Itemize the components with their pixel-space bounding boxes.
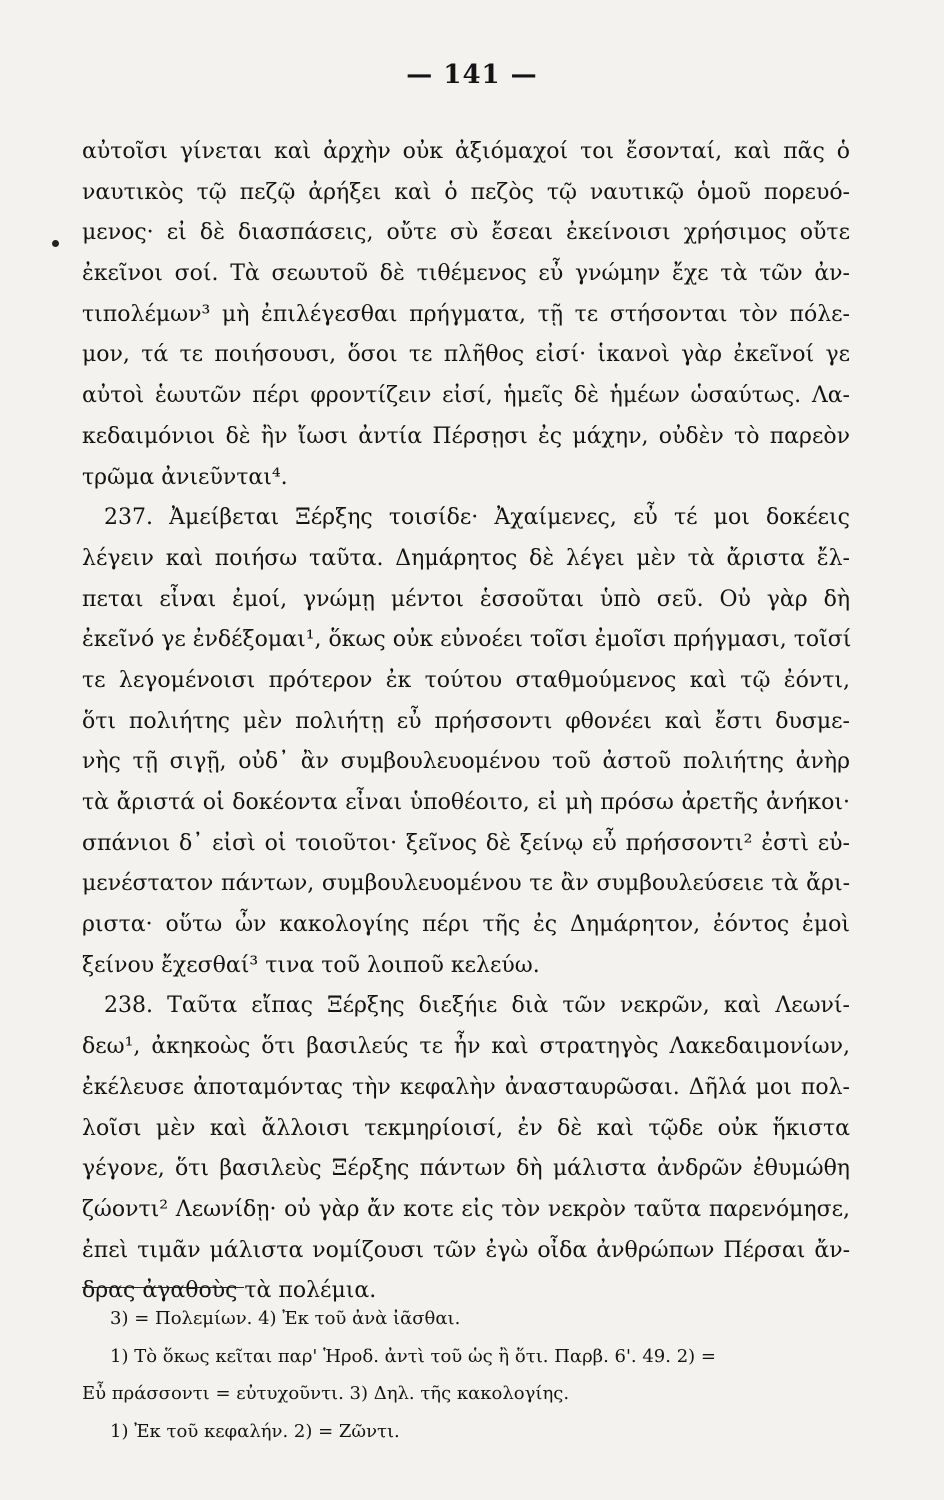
text-line: γέγονε, ὅτι βασιλεὺς Ξέρξης πάντων δὴ μάλιστα ἀνδρῶν ἐθυμώθη	[82, 1156, 850, 1182]
text-line: ριστα· οὕτω ὦν κακολογίης πέρι τῆς ἐς Δημάρητον, ἐόντος ἐμοὶ	[82, 912, 850, 938]
text-line: λοῖσι μὲν καὶ ἄλλοισι τεκμηρίοισί, ἐν δὲ καὶ τῷδε οὐκ ἥκιστα	[82, 1115, 850, 1141]
text-line: πεται εἶναι ἐμοί, γνώμῃ μέντοι ἑσσοῦται ὑπὸ σεῦ. Οὐ γὰρ δὴ	[82, 586, 850, 612]
text-line: δεω¹, ἀκηκοὼς ὅτι βασιλεύς τε ἦν καὶ στρατηγὸς Λακεδαιμονίων,	[82, 1034, 850, 1060]
text-line: λέγειν καὶ ποιήσω ταῦτα. Δημάρητος δὲ λέγει μὲν τὰ ἄριστα ἔλ-	[82, 545, 850, 571]
text-line: τιπολέμων³ μὴ ἐπιλέγεσθαι πρήγματα, τῇ τε στήσονται τὸν πόλε-	[82, 301, 850, 327]
ink-speck	[52, 240, 59, 247]
text-line: ἐπεὶ τιμᾶν μάλιστα νομίζουσι τῶν ἐγὼ οἶδα ἀνθρώπων Πέρσαι ἄν-	[82, 1237, 850, 1263]
text-line: μενέστατον πάντων, συμβουλευομένου τε ἂν συμβουλεύσειε τὰ ἄρι-	[82, 871, 850, 897]
footnote-line: 1) Τὸ ὅκως κεῖται παρ' Ἡροδ. ἀντὶ τοῦ ὡς ἢ ὅτι. Παρβ. 6'. 49. 2) =	[110, 1345, 716, 1367]
text-line: αὐτοῖσι γίνεται καὶ ἀρχὴν οὐκ ἀξιόμαχοί τοι ἔσονταί, καὶ πᾶς ὁ	[82, 139, 850, 164]
text-line: σπάνιοι δ᾽ εἰσὶ οἱ τοιοῦτοι· ξεῖνος δὲ ξείνῳ εὖ πρήσσοντι² ἐστὶ εὐ-	[82, 830, 850, 856]
text-line: ξείνου ἔχεσθαί³ τινα τοῦ λοιποῦ κελεύω.	[82, 952, 540, 978]
text-line: κεδαιμόνιοι δὲ ἢν ἴωσι ἀντία Πέρσῃσι ἐς μάχην, οὐδὲν τὸ παρεὸν	[82, 423, 850, 449]
page-number: — 141 —	[406, 60, 538, 90]
main-text	[82, 132, 850, 1312]
text-line: τὰ ἄριστά οἱ δοκέοντα εἶναι ὑποθέοιτο, εἰ μὴ πρόσω ἀρετῆς ἀνήκοι·	[82, 790, 850, 815]
footnote-divider	[82, 1287, 244, 1288]
text-line: μενος· εἰ δὲ διασπάσεις, οὔτε σὺ ἔσεαι ἐκείνοισι χρήσιμος οὔτε	[82, 220, 850, 246]
text-line: ζώοντι² Λεωνίδῃ· οὐ γὰρ ἄν κοτε εἰς τὸν νεκρὸν ταῦτα παρενόμησε,	[82, 1196, 850, 1222]
section-238-start: 238. Ταῦτα εἴπας Ξέρξης διεξήιε διὰ τῶν νεκρῶν, καὶ Λεωνί-	[104, 993, 850, 1019]
text-line: ἐκεῖνό γε ἐνδέξομαι¹, ὅκως οὐκ εὐνοέει τοῖσι ἐμοῖσι πρήγμασι, τοῖσί	[82, 627, 852, 653]
text-line: ναυτικὸς τῷ πεζῷ ἀρήξει καὶ ὁ πεζὸς τῷ ναυτικῷ ὁμοῦ πορευό-	[82, 179, 850, 205]
footnotes	[82, 1300, 872, 1450]
text-line: δρας ἀγαθοὺς τὰ πολέμια.	[82, 1278, 377, 1304]
text-line: νὴς τῇ σιγῇ, οὐδ᾽ ἂν συμβουλευομένου τοῦ ἀστοῦ πολιήτης ἀνὴρ	[82, 749, 850, 775]
text-line: ἐκέλευσε ἀποταμόντας τὴν κεφαλὴν ἀνασταυρῶσαι. Δῆλά μοι πολ-	[82, 1074, 850, 1100]
section-237-start: 237. Ἀμείβεται Ξέρξης τοισίδε· Ἀχαίμενες, εὖ τέ μοι δοκέεις	[104, 505, 850, 531]
footnote-line: 1) Ἐκ τοῦ κεφαλήν. 2) = Ζῶντι.	[110, 1420, 400, 1442]
text-line: αὐτοὶ ἑωυτῶν πέρι φροντίζειν εἰσί, ἡμεῖς δὲ ἡμέων ὡσαύτως. Λα-	[82, 383, 850, 409]
text-line: τε λεγομένοισι πρότερον ἐκ τούτου σταθμούμενος καὶ τῷ ἐόντι,	[82, 667, 850, 693]
footnote-line: Εὖ πράσσοντι = εὐτυχοῦντι. 3) Δηλ. τῆς κακολογίης.	[82, 1383, 570, 1404]
text-line: μον, τά τε ποιήσουσι, ὅσοι τε πλῆθος εἰσί· ἱκανοὶ γὰρ ἐκεῖνοί γε	[82, 342, 850, 368]
text-line: ἐκεῖνοι σοί. Τὰ σεωυτοῦ δὲ τιθέμενος εὖ γνώμην ἔχε τὰ τῶν ἀν-	[82, 261, 850, 287]
text-line: ὅτι πολιήτης μὲν πολιήτῃ εὖ πρήσσοντι φθονέει καὶ ἔστι δυσμε-	[82, 708, 850, 734]
footnote-line: 3) = Πολεμίων. 4) Ἐκ τοῦ ἀνὰ ἰᾶσθαι.	[110, 1308, 461, 1329]
text-line: τρῶμα ἀνιεῦνται⁴.	[82, 464, 288, 490]
